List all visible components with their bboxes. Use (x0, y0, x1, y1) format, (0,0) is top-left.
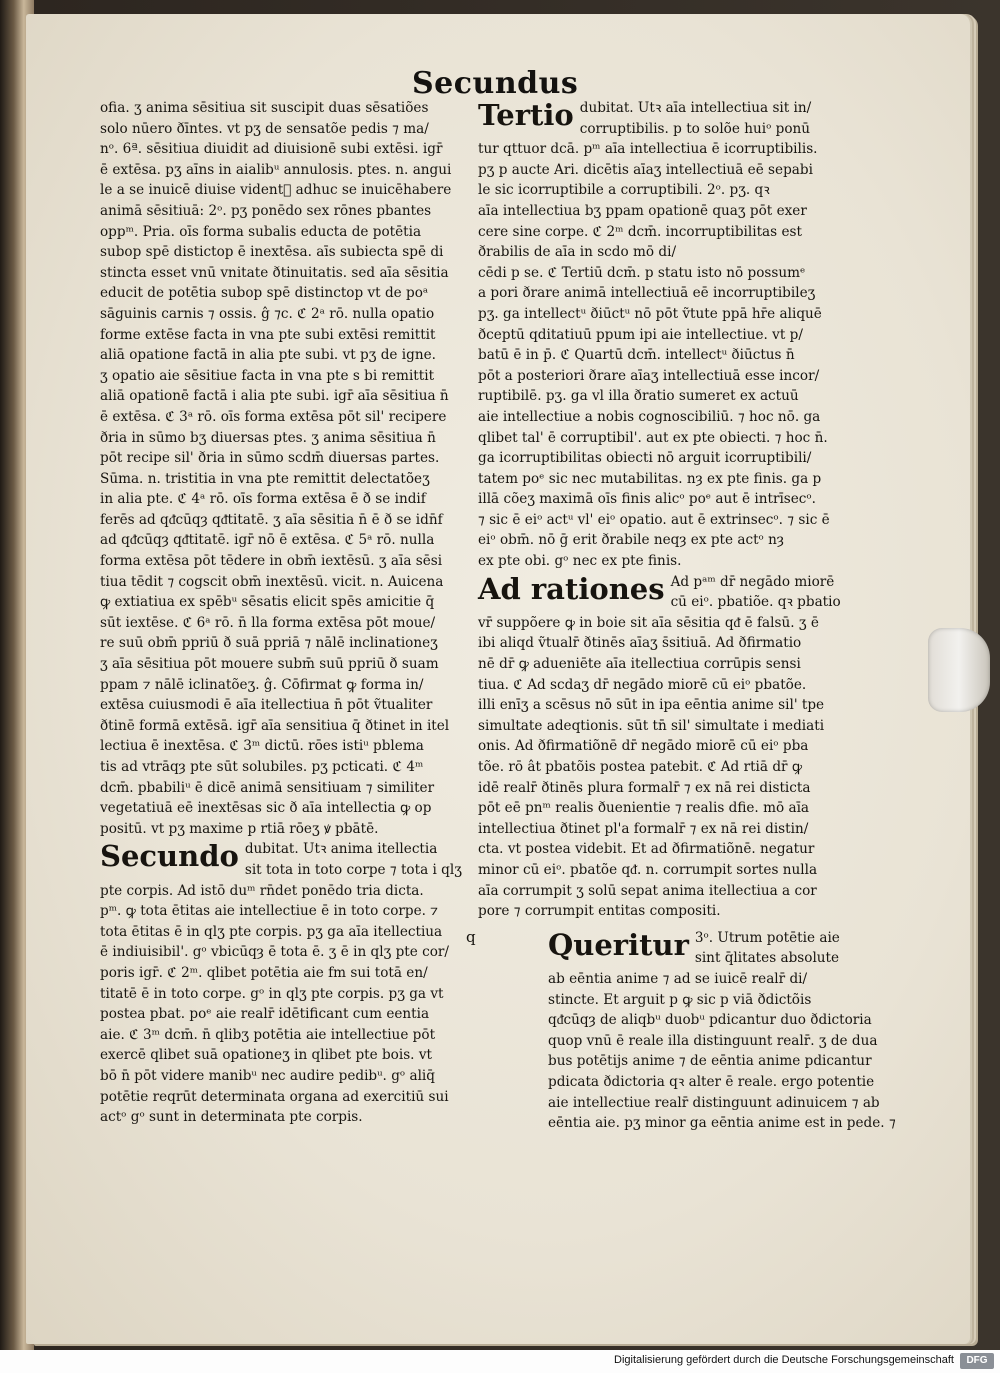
text-line: qlibet tal' ē corruptibil'. aut ex pte obiecti. ⁊ hoc n̄. (478, 429, 828, 446)
text-line: ⁊ sic ē eiᵒ actᵘ vl' eiᵒ opatio. aut ē extrinsecᵒ. ⁊ sic ē (478, 511, 830, 528)
text-line: le sic icorruptibile a corruptibili. 2ᵒ. pʒ. qꝛ (478, 182, 770, 199)
text-line: re suū obm̄ ppriū ð suā ppriā ⁊ nālē inclinationeʒ (100, 635, 438, 652)
text-line: sūt iextēse. ℭ 6ᵃ rō. n̄ lla forma extēsa pōt moue/ (100, 614, 436, 631)
text-line: tiua tēdit ⁊ cogscit obm̄ inextēsū. vicit. n. Auicena (100, 573, 444, 590)
text-line: ibi aliqd ṽtualr̄ ðtinēs aīaʒ s̄sitiuā. Ad ðfirmatio (478, 635, 802, 652)
rationes-lines (478, 572, 840, 922)
text-line: aliā opationē factā i alia pte subi. igr̄ aīa sēsitiua n̄ (100, 388, 449, 405)
text-line: tiua. ℭ Ad scdaʒ dr̄ negādo miorē cū eiᵒ pbatõe. (478, 676, 807, 693)
text-line: bō n̄ pōt videre manibᵘ nec audire pedibᵘ. gᵒ aliq̄ (100, 1067, 435, 1084)
text-line: Sūma. n. tristitia in vna pte remittit delectatõeʒ (100, 470, 430, 487)
text-line: pʒ p aucte Ari. dicētis aīaʒ intellectiuā eē sepabi (478, 161, 813, 178)
text-line: pʒ. ga intellectᵘ ðiūctᵘ nō pōt ṽtute ppā hr̄e aliquē (478, 305, 822, 322)
text-line: forma extēsa pōt tēdere in obm̄ iextēsū. ʒ aīa sēsi (100, 553, 443, 570)
text-line: dubitat. Utꝛ anima itellectia (244, 841, 438, 858)
text-line: tur qttuor dcā. pᵐ aīa intellectiua ē icorruptibilis. (478, 141, 818, 158)
text-line: ferēs ad qᵭcūqȝ qᵭtitatē. ʒ aīa sēsitia n̄ ē ð se idn̄f (100, 511, 443, 528)
text-line: intellectiua ðtinet pl'a formalr̄ ⁊ ex nā rei distin/ (478, 820, 809, 837)
text-line: nē dr̄ ꝙ adueniēte aīa itellectiua corrūpis sensi (478, 656, 801, 673)
text-line: ga icorruptibilitas obiecti nō arguit icorruptibili/ (478, 450, 812, 467)
queritur-section (478, 927, 896, 1134)
text-line: tis ad vtrāqȝ pte sūt solubiles. pʒ pcticati. ℭ 4ᵐ (100, 759, 424, 775)
margin-marker: q (466, 928, 476, 946)
text-line: simultate adeqtionis. sūt tn̄ sil' simultate i mediati (478, 717, 825, 734)
text-line: exercē qlibet suā opationeʒ in qlibet pte bois. vt (100, 1047, 432, 1064)
text-line: ðtinē formā extēsā. igr̄ aīa sensitiua q̄ ðtinet in itel (100, 717, 450, 734)
text-line: a pori ðrare animā intellectiuā eē incorruptibileʒ (478, 285, 816, 302)
text-line: tatem poᵉ sic nec mutabilitas. nȝ ex pte finis. ga p (478, 470, 822, 487)
text-line: educit de potētia subop spē distinctop vt de poᵃ (100, 285, 429, 302)
text-line: aie. ℭ 3ᵐ dcm̄. n̄ qlibʒ potētia aie intellectiue pōt (100, 1026, 436, 1043)
text-line: lectiua ē inextēsa. ℭ 3ᵐ dictū. rōes istiᵘ pblema (100, 738, 424, 755)
text-line: cta. vt postea videbit. Et ad ðfirmatiõnē. negatur (478, 841, 815, 858)
tertio-lines (478, 98, 840, 572)
text-line: sint q̄litates absolute (694, 950, 840, 967)
text-line: bus potētijs anime ⁊ de eēntia anime pdicantur (548, 1053, 872, 1070)
text-line: stincte. Et arguit p ꝙ sic p viā ðdictõis (548, 991, 812, 1008)
right-column (478, 98, 896, 1134)
text-line: potētie reqrūt determinata organa ad exercitiū sui (100, 1088, 449, 1105)
text-line: 3ᵒ. Utrum potētie aie (694, 929, 840, 946)
tertio-section (478, 98, 840, 572)
text-line: nᵒ. 6ª. sēsitiua diuidit ad diuisionē subi extēsi. igr̄ (100, 141, 443, 158)
text-line: dcm̄. pbabiliᵘ ē dicē animā sensitiuam ⁊ similiter (100, 779, 435, 796)
text-line: sit tota in toto corpe ⁊ tota i qlʒ (244, 861, 462, 878)
text-line: actᵒ gᵒ sunt in determinata pte corpis. (100, 1109, 363, 1126)
secundo-lines (100, 839, 464, 1127)
text-line: ʒ aīa sēsitiua pōt mouere subm̄ suū ppriū ð suam (100, 656, 439, 673)
text-line: illā cõeʒ maximā oīs finis alicᵒ poᵉ aut ē intrīsecᵒ. (478, 491, 816, 508)
footer-bar (0, 1350, 1000, 1373)
text-line: cēdi p se. ℭ Tertiū dcm̄. p statu isto nō possumᵉ (478, 264, 806, 281)
text-line: stincta esset vnū vnitate ðtinuitatis. sed aīa sēsitia (100, 264, 449, 281)
text-line: illi enīʒ a scēsus nō sūt in ipa eēntia anime sil' tpe (478, 697, 825, 714)
text-line: aie intellectiue a nobis cognoscibiliū. ⁊ hoc nō. ga (478, 408, 821, 425)
text-line: eiᵒ obm̄. nō ḡ erit ðrabile neqȝ ex pte actᵒ nȝ (478, 532, 784, 549)
text-line: in alia pte. ℭ 4ᵃ rō. oīs forma extēsa ē ð se indif (100, 491, 426, 508)
text-line: aīa intellectiua bʒ ppam opationē quaʒ pōt exer (478, 202, 807, 219)
text-line: ofia. ʒ anima sēsitiua sit suscipit duas sēsatiões (100, 100, 429, 116)
text-line: onis. Ad ðfirmatiõnē dr̄ negādo miorē cū eiᵒ pba (478, 738, 809, 755)
text-line: ab eēntia anime ⁊ ad se iuicē realr̄ di/ (548, 970, 808, 987)
text-line: ruptibilē. pʒ. ga vl illa ðratio sumeret ex actuū (478, 388, 799, 405)
text-line: idē realr̄ ðtinēs plura formalr̄ ⁊ ex nā rei disticta (478, 779, 811, 796)
text-line: animā sēsitiuā: 2ᵒ. pʒ ponēdo sex rōnes pbantes (100, 202, 432, 219)
text-line: tota ētitas ē in qlʒ pte corpis. pʒ ga aīa itellectiua (100, 923, 443, 940)
text-line: corruptibilis. p to solõe huiᵒ ponū (579, 120, 811, 137)
text-line: positū. vt pʒ maxime p rtiā rōeʒ ꝟ pbātē. (100, 820, 379, 837)
running-title: Secundus (412, 66, 579, 101)
text-line: cere sine corpe. ℭ 2ᵐ dcm̄. incorruptibilitas est (478, 223, 802, 240)
text-line: extēsa cuiusmodi ē aīa itellectiua n̄ pōt ṽtualiter (100, 697, 433, 714)
footer-funding-text: Digitalisierung gefördert durch die Deutsche Forschungsgemeinschaft (614, 1354, 954, 1366)
text-line: pte corpis. Ad istō duᵐ rn̄det ponēdo tria dicta. (100, 882, 424, 899)
text-line: pōt recipe sil' ðria in sūmo scdm̄ diuersas partes. (100, 450, 440, 467)
left-column-lines (100, 98, 464, 839)
secundo-section (100, 839, 464, 1127)
text-line: ē extēsa. pʒ aīns in aialibᵘ annulosis. ptes. n. angui (100, 161, 452, 178)
text-line: ppam ⁊ nālē iclinatõeʒ. ĝ. Cōfirmat ꝙ forma in/ (100, 676, 424, 693)
text-line: ðrabilis de aīa in scdo mō di/ (478, 244, 677, 261)
text-line: dubitat. Utꝛ aīa intellectiua sit in/ (579, 100, 812, 116)
queritur-heading: Queritur (548, 927, 689, 962)
text-line: ꝙ extiatiua ex spēbᵘ sēsatis elicit spēs amicitie q̄ (100, 594, 435, 611)
page-tab-marker (928, 628, 990, 712)
text-line: ðria in sūmo bʒ diuersas ptes. ʒ anima sēsitiua n̄ (100, 429, 436, 446)
rationes-section (478, 572, 840, 922)
text-line: aliā opatione factā in alia pte subi. vt pʒ de igne. (100, 347, 436, 364)
dfg-logo: DFG (960, 1353, 994, 1369)
text-line: pōt a posteriori ðrare aīaʒ intellectiuā esse incor/ (478, 367, 820, 384)
text-line: quop vnū ē reale illa distinguunt realr̄. ʒ de dua (548, 1032, 878, 1049)
rationes-heading: Ad rationes (478, 571, 665, 606)
text-line: eēntia aie. pʒ minor ga eēntia anime est in pede. ⁊ (548, 1115, 896, 1132)
left-column (100, 98, 464, 1128)
text-line: pōt eē pnᵐ realis ðuenientie ⁊ realis dfie. mō aīa (478, 800, 810, 817)
text-line: ē extēsa. ℭ 3ᵃ rō. oīs forma extēsa pōt sil' recipere (100, 408, 447, 425)
text-line: solo nūero ðīntes. vt pʒ de sensatõe pedis ⁊ ma/ (100, 120, 429, 137)
text-line: le a se inuicē diuise videntᷓ adhuc se inuicēhabere (100, 182, 452, 199)
text-line: ad qᵭcūqȝ qᵭtitatē. igr̄ nō ē extēsa. ℭ 5ᵃ rō. nulla (100, 532, 435, 549)
text-line: postea pbat. poᵉ aie realr̄ idētificant cum eentia (100, 1006, 430, 1023)
text-line: pᵐ. ꝙ tota ētitas aie intellectiue ē in toto corpe. ⁊ (100, 903, 439, 920)
text-line: oppᵐ. Pria. oīs forma subalis educta de potētia (100, 223, 422, 240)
text-line: aīa corrumpit ʒ solū sepat anima itellectiua a cor (478, 882, 817, 899)
text-line: ex pte obi. gᵒ nec ex pte finis. (478, 553, 682, 570)
text-line: poris igr̄. ℭ 2ᵐ. qlibet potētia aie fm sui totā en/ (100, 964, 428, 981)
text-line: Ad pᵃᵐ dr̄ negādo miorē (670, 573, 835, 590)
text-line: cū eiᵒ. pbatiõe. qꝛ pbatio (670, 594, 841, 611)
text-line: pdicata ðdictoria qꝛ alter ē reale. ergo potentie (548, 1073, 875, 1090)
text-line: forme extēse facta in vna pte subi extēsi remittit (100, 326, 436, 343)
text-line: tõe. rō ât pbatõis postea patebit. ℭ Ad rtiā dr̄ ꝙ (478, 759, 803, 775)
text-line: titatē ē in toto corpe. gᵒ in qlʒ pte corpis. pʒ ga vt (100, 985, 444, 1002)
text-line: qᵭcūqȝ de aliqbᵘ duobᵘ pdicantur duo ðdictoria (548, 1012, 872, 1029)
text-line: subop spē distictop ē inextēsa. aīs subiecta spē di (100, 244, 444, 261)
text-line: ē indiuisibil'. gᵒ vbicūqȝ ē tota ē. ʒ ē in qlʒ pte cor/ (100, 944, 450, 961)
tertio-heading: Tertio (478, 98, 574, 132)
text-line: ðceptū qditatiuū ppum ipi aie intellectiue. vt p/ (478, 326, 803, 343)
text-line: ʒ opatio aie sēsitiue facta in vna pte s bi remittit (100, 367, 435, 384)
text-line: batū ē in p̄. ℭ Quartū dcm̄. intellectᵘ ðiūctus n̄ (478, 347, 795, 364)
text-line: vr̄ suppõere ꝙ in boie sit aīa sēsitia qᵭ ē falsū. ʒ ē (478, 614, 819, 631)
text-line: vegetatiuā eē inextēsas sic ð aīa intellectia ꝙ op (100, 800, 432, 817)
secundo-heading: Secundo (100, 839, 239, 874)
text-line: sāguinis carnis ⁊ ossis. ĝ ⁊c. ℭ 2ᵃ rō. nulla opatio (100, 305, 435, 322)
text-line: aie intellectiue realr̄ distinguunt adinuicem ⁊ ab (548, 1094, 880, 1111)
text-line: minor cū eiᵒ. pbatõe qᵭ. n. corrumpit sortes nulla (478, 861, 818, 878)
text-line: pore ⁊ corrumpit entitas compositi. (478, 903, 721, 920)
